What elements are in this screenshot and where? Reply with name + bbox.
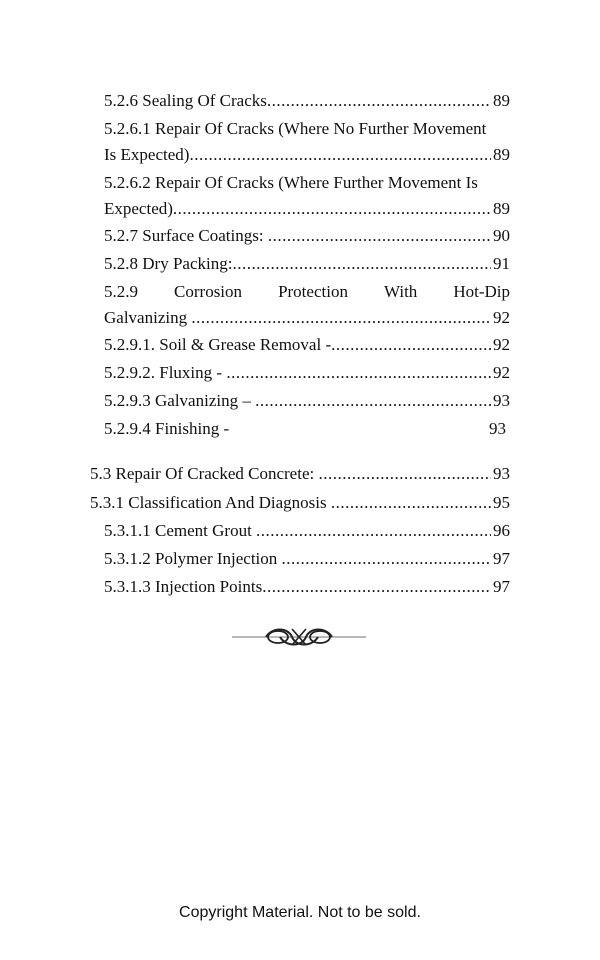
toc-entry[interactable] bbox=[90, 490, 510, 516]
toc-entry[interactable] bbox=[104, 170, 510, 222]
flourish-ornament-icon bbox=[232, 624, 366, 650]
toc-entry-label: 5.2.7 Surface Coatings: bbox=[104, 226, 268, 245]
toc-entry[interactable] bbox=[104, 360, 510, 386]
toc-entry-page: 93 bbox=[493, 464, 510, 483]
toc-entry-page: 92 bbox=[493, 335, 510, 354]
dot-leader bbox=[267, 88, 491, 114]
toc-entry-page: 89 bbox=[493, 91, 510, 110]
toc-entry[interactable] bbox=[104, 574, 510, 600]
dot-leader bbox=[262, 574, 491, 600]
dot-leader bbox=[191, 305, 491, 331]
dot-leader bbox=[173, 196, 491, 222]
copyright-footer: Copyright Material. Not to be sold. bbox=[179, 904, 421, 921]
dot-leader bbox=[256, 518, 491, 544]
toc-entry-label: 5.2.9.1. Soil & Grease Removal - bbox=[104, 335, 332, 354]
toc-entry-label-continued: Is Expected) bbox=[104, 145, 190, 164]
dot-leader bbox=[331, 332, 491, 358]
toc-entry-label: 5.3 Repair Of Cracked Concrete: bbox=[90, 464, 319, 483]
toc-entry-word: Corrosion bbox=[174, 282, 243, 301]
toc-entry-label-continued: Galvanizing bbox=[104, 308, 192, 327]
toc-entry-word: 5.2.9 bbox=[104, 282, 138, 301]
dot-leader bbox=[189, 142, 491, 168]
toc-entry-page: 97 bbox=[493, 549, 510, 568]
dot-leader bbox=[331, 490, 491, 516]
toc-entry-page: 92 bbox=[493, 363, 510, 382]
toc-entry-label: 5.3.1 Classification And Diagnosis bbox=[90, 493, 331, 512]
toc-entry-label: 5.3.1.2 Polymer Injection bbox=[104, 549, 282, 568]
toc-entry[interactable] bbox=[104, 279, 510, 331]
toc-entry[interactable] bbox=[104, 116, 510, 168]
toc-entry-page: 91 bbox=[493, 254, 510, 273]
toc-entry-label: 5.2.6.1 Repair Of Cracks (Where No Further Movement bbox=[104, 119, 487, 138]
toc-entry-label: 5.3.1.3 Injection Points bbox=[104, 577, 263, 596]
toc-entry-word: With bbox=[383, 282, 418, 301]
toc-entry-label: 5.2.9.3 Galvanizing – bbox=[104, 391, 256, 410]
toc-entry[interactable] bbox=[104, 332, 510, 358]
toc-entry-page: 93 bbox=[489, 419, 506, 438]
toc-entry-page: 93 bbox=[493, 391, 510, 410]
toc-entry-page: 95 bbox=[493, 493, 510, 512]
toc-entry[interactable] bbox=[104, 88, 510, 114]
dot-leader bbox=[226, 360, 491, 386]
toc-entry-word: Hot-Dip bbox=[453, 282, 510, 301]
toc-entry-page: 89 bbox=[493, 145, 510, 164]
toc-entry[interactable] bbox=[90, 461, 510, 487]
dot-leader bbox=[282, 546, 491, 572]
toc-entry-word: Protection bbox=[278, 282, 348, 301]
toc-entry-page: 90 bbox=[493, 226, 510, 245]
toc-entry-label: 5.2.8 Dry Packing: bbox=[104, 254, 233, 273]
toc-entry[interactable] bbox=[104, 416, 510, 442]
toc-entry-label: 5.3.1.1 Cement Grout bbox=[104, 521, 257, 540]
toc-entry[interactable] bbox=[104, 251, 510, 277]
dot-leader bbox=[268, 223, 491, 249]
toc-entry[interactable] bbox=[104, 518, 510, 544]
toc-entry-label: 5.2.6 Sealing Of Cracks bbox=[104, 91, 267, 110]
toc-entry-page: 89 bbox=[493, 199, 510, 218]
toc-entry-label-continued: Expected) bbox=[104, 199, 173, 218]
toc-entry[interactable] bbox=[104, 388, 510, 414]
toc-entry[interactable] bbox=[104, 223, 510, 249]
toc-entry-label: 5.2.9.2. Fluxing - bbox=[104, 363, 227, 382]
toc-entry[interactable] bbox=[104, 546, 510, 572]
dot-leader bbox=[255, 388, 491, 414]
toc-entry-page: 96 bbox=[493, 521, 510, 540]
dot-leader bbox=[232, 251, 491, 277]
dot-leader bbox=[318, 461, 491, 487]
toc-entry-page: 97 bbox=[493, 577, 510, 596]
toc-entry-label: 5.2.9.4 Finishing - bbox=[104, 419, 230, 438]
toc-entry-page: 92 bbox=[493, 308, 510, 327]
toc-entry-label: 5.2.6.2 Repair Of Cracks (Where Further Movement Is bbox=[104, 173, 478, 192]
